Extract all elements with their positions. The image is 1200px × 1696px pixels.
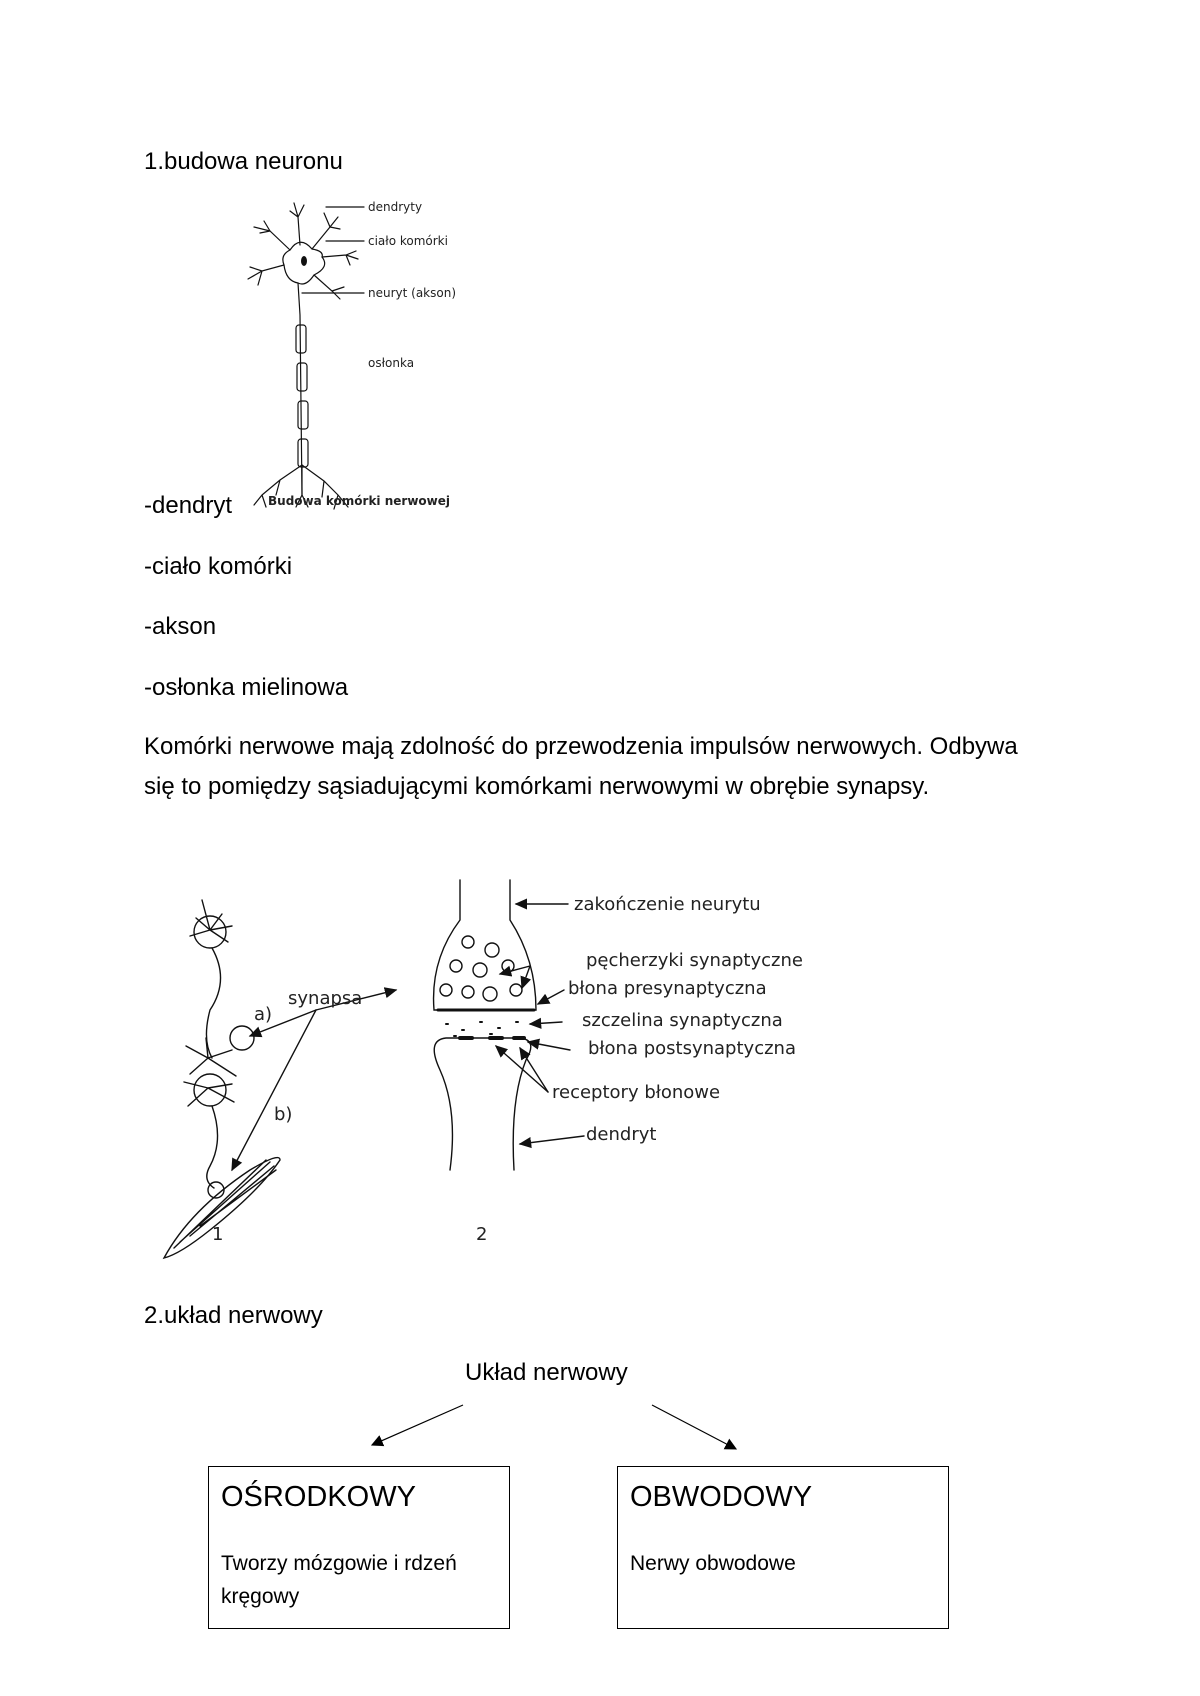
box-central-description: Tworzy mózgowie i rdzeń kręgowy bbox=[221, 1552, 457, 1608]
box-peripheral-description: Nerwy obwodowe bbox=[630, 1552, 796, 1575]
diagram-arrows bbox=[350, 1395, 750, 1455]
diagram-title: Układ nerwowy bbox=[465, 1359, 628, 1386]
label-cleft: szczelina synaptyczna bbox=[582, 1010, 783, 1031]
neuron-label-cell-body: ciało komórki bbox=[368, 234, 448, 248]
intro-paragraph: Komórki nerwowe mają zdolność do przewodzenia impulsów nerwowych. Odbywa się to pomiędzy sąsiadującymi komórkami nerwowymi w obrębie synapsy. bbox=[144, 733, 1018, 800]
box-central-title: OŚRODKOWY bbox=[221, 1481, 416, 1513]
label-vesicles: pęcherzyki synaptyczne bbox=[586, 950, 803, 971]
panel-2-label: 2 bbox=[476, 1224, 488, 1245]
synapse-label: synapsa bbox=[288, 988, 363, 1009]
neuron-caption: Budowa komórki nerwowej bbox=[268, 494, 450, 508]
label-postsynaptic: błona postsynaptyczna bbox=[588, 1038, 796, 1059]
label-receptors: receptory błonowe bbox=[552, 1082, 721, 1103]
part-axon: -akson bbox=[144, 613, 217, 640]
box-peripheral-title: OBWODOWY bbox=[630, 1481, 813, 1513]
synapse-figure bbox=[150, 870, 810, 1260]
neuron-label-axon: neuryt (akson) bbox=[368, 286, 457, 300]
section2-heading: 2.układ nerwowy bbox=[144, 1302, 323, 1329]
neuron-figure bbox=[240, 195, 490, 515]
part-dendrite: -dendryt bbox=[144, 492, 233, 519]
part-cell-body: -ciało komórki bbox=[144, 553, 293, 580]
neuron-label-dendrites: dendryty bbox=[368, 200, 423, 214]
label-dendrite: dendryt bbox=[586, 1124, 657, 1145]
label-presynaptic: błona presynaptyczna bbox=[568, 978, 767, 999]
synapse-a-label: a) bbox=[254, 1004, 273, 1025]
box-central bbox=[208, 1466, 510, 1629]
neuron-label-sheath: osłonka bbox=[368, 356, 415, 370]
part-myelin: -osłonka mielinowa bbox=[144, 674, 349, 701]
synapse-b-label: b) bbox=[274, 1104, 293, 1125]
box-peripheral bbox=[617, 1466, 949, 1629]
panel-1-label: 1 bbox=[212, 1224, 224, 1245]
label-terminal: zakończenie neurytu bbox=[574, 894, 761, 915]
section1-heading: 1.budowa neuronu bbox=[144, 148, 343, 175]
